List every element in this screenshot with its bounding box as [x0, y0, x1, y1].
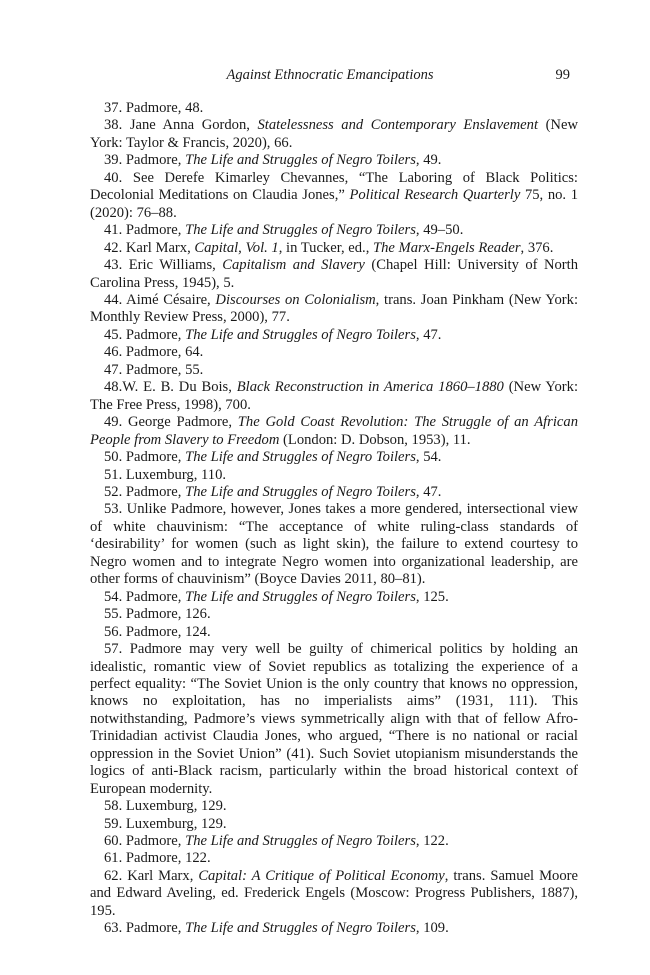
- endnote-text: 62. Karl Marx,: [104, 867, 199, 884]
- endnote-text: 52. Padmore,: [104, 483, 186, 500]
- endnote: [90, 292, 578, 327]
- endnote-text: 50. Padmore,: [104, 449, 186, 466]
- endnote-text: , 54.: [415, 449, 442, 466]
- endnote-title: Capitalism and Slavery: [222, 257, 365, 274]
- endnote-title: Capital: A Critique of Political Economy: [198, 867, 445, 884]
- endnote-text: , 47.: [415, 483, 442, 500]
- endnote: [90, 344, 578, 361]
- endnote: [90, 641, 578, 798]
- endnote-text: 51. Luxemburg, 110.: [104, 466, 227, 483]
- endnote: [90, 850, 578, 867]
- endnote: [90, 833, 578, 850]
- endnote-text: , 122.: [415, 833, 449, 850]
- endnote-text: 58. Luxemburg, 129.: [104, 798, 227, 815]
- endnote-text: 57. Padmore may very well be guilty of chimerical politics by holding an idealistic, romantic view of Soviet republics as totalizing the experience of a perfect equality: “The Soviet Union is the only country that knows no oppression, knows no exploitation, has no imperialists aims” (1931, 111). This notwithstanding, Padmore’s views symmetrically align with that of fellow Afro-Trinidadian activist Claudia Jones, who argued, “There is no national or racial oppression in the Soviet Union” (41). Such Soviet utopianism misunderstands the logics of anti-Black racism, particularly within the broad historical context of European modernity.: [90, 641, 578, 797]
- endnote-title: Political Research Quarterly: [349, 187, 521, 204]
- endnote-text: , 49.: [415, 152, 442, 169]
- endnote-text: 46. Padmore, 64.: [104, 344, 204, 361]
- endnote: [90, 449, 578, 466]
- endnote-title: Black Reconstruction in America 1860–1880: [236, 379, 504, 396]
- endnote: [90, 798, 578, 815]
- endnotes-list: [90, 100, 578, 938]
- endnote-text: 39. Padmore,: [104, 152, 186, 169]
- endnote-text: 42. Karl Marx,: [104, 239, 195, 256]
- endnote-title: The Life and Struggles of Negro Toilers: [185, 920, 416, 937]
- endnote-title: The Life and Struggles of Negro Toilers: [185, 833, 416, 850]
- endnote-title: The Life and Struggles of Negro Toilers: [185, 222, 416, 239]
- endnote-text: 43. Eric Williams,: [104, 257, 223, 274]
- endnote-title: The Life and Struggles of Negro Toilers: [185, 326, 416, 343]
- endnote: [90, 816, 578, 833]
- endnote-text: 59. Luxemburg, 129.: [104, 815, 227, 832]
- endnote: [90, 624, 578, 641]
- page-number: 99: [555, 67, 570, 83]
- endnote: [90, 362, 578, 379]
- endnote: [90, 501, 578, 588]
- endnote: [90, 589, 578, 606]
- endnote-text: , 125.: [415, 588, 449, 605]
- endnote-text: 54. Padmore,: [104, 588, 186, 605]
- endnote-text: 55. Padmore, 126.: [104, 606, 211, 623]
- endnote: [90, 257, 578, 292]
- endnote-title: The Life and Struggles of Negro Toilers: [185, 588, 416, 605]
- endnote-text: 47. Padmore, 55.: [104, 361, 204, 378]
- endnote-text: (Chapel Hill: University of North Carolina Press, 1945), 5.: [90, 257, 579, 291]
- endnote-text: (New York: The Free Press, 1998), 700.: [90, 379, 578, 413]
- endnote-text: 56. Padmore, 124.: [104, 623, 211, 640]
- endnote-text: , 109.: [415, 920, 449, 937]
- endnote: [90, 170, 578, 222]
- endnote: [90, 467, 578, 484]
- endnote-text: 37. Padmore, 48.: [104, 100, 204, 116]
- endnote-title: The Life and Struggles of Negro Toilers: [185, 449, 416, 466]
- endnote-text: 41. Padmore,: [104, 222, 186, 239]
- endnote: [90, 920, 578, 937]
- endnote-title: The Marx-Engels Reader: [373, 239, 521, 256]
- endnote-text: 63. Padmore,: [104, 920, 186, 937]
- endnote-text: 45. Padmore,: [104, 326, 186, 343]
- endnote-title: Statelessness and Contemporary Enslavement: [257, 117, 538, 134]
- endnote: [90, 606, 578, 623]
- endnote-text: 38. Jane Anna Gordon,: [104, 117, 258, 134]
- endnote: [90, 379, 578, 414]
- endnote-text: 40. See Derefe Kimarley Chevannes, “The Laboring of Black Politics: Decolonial Meditations on Claudia Jones,”: [90, 169, 578, 204]
- endnote-title: The Life and Struggles of Negro Toilers: [185, 152, 416, 169]
- endnote: [90, 868, 578, 920]
- endnote: [90, 100, 578, 117]
- endnote: [90, 414, 578, 449]
- endnote-title: The Life and Struggles of Negro Toilers: [185, 483, 416, 500]
- endnote-text: , 47.: [415, 326, 442, 343]
- endnote-text: , 376.: [520, 239, 554, 256]
- endnote-text: 60. Padmore,: [104, 833, 186, 850]
- endnote-text: , in Tucker, ed.,: [278, 239, 373, 256]
- endnote-title: The Gold Coast Revolution: The Struggle of an African People from Slavery to Freedom: [90, 414, 578, 448]
- endnote-text: 44. Aimé Césaire,: [104, 291, 216, 308]
- endnote-text: (New York: Taylor & Francis, 2020), 66.: [90, 117, 578, 151]
- endnote-text: 49. George Padmore,: [104, 414, 238, 431]
- endnote: [90, 222, 578, 239]
- running-head: Against Ethnocratic Emancipations: [226, 67, 434, 83]
- endnote: [90, 240, 578, 257]
- endnote-text: 61. Padmore, 122.: [104, 850, 211, 867]
- endnote-title: Discourses on Colonialism: [215, 291, 376, 308]
- endnote-title: Capital, Vol. 1: [194, 239, 279, 256]
- endnote: [90, 152, 578, 169]
- endnote-text: (London: D. Dobson, 1953), 11.: [279, 431, 471, 448]
- page-header: [90, 64, 570, 86]
- endnote-text: , trans. Samuel Moore and Edward Aveling, ed. Frederick Engels (Moscow: Progress Publishers, 1887), 195.: [90, 867, 578, 919]
- endnote: [90, 327, 578, 344]
- endnote-text: , trans. Joan Pinkham (New York: Monthly Review Press, 2000), 77.: [90, 291, 579, 326]
- endnote: [90, 117, 578, 152]
- endnote-text: 53. Unlike Padmore, however, Jones takes a more gendered, intersectional view of white chauvinism: “The acceptance of white ruling-class standards of ‘desirability’ for women (such as light skin), the failure to extend courtesy to Negro women and to integrate Negro women into organizational leadership, are other forms of chauvinism” (Boyce Davies 2011, 80–81).: [90, 501, 578, 588]
- endnote-text: 48.W. E. B. Du Bois,: [104, 379, 237, 396]
- endnote-text: 75, no. 1 (2020): 76–88.: [90, 187, 578, 221]
- endnote: [90, 484, 578, 501]
- endnote-text: , 49–50.: [415, 222, 464, 239]
